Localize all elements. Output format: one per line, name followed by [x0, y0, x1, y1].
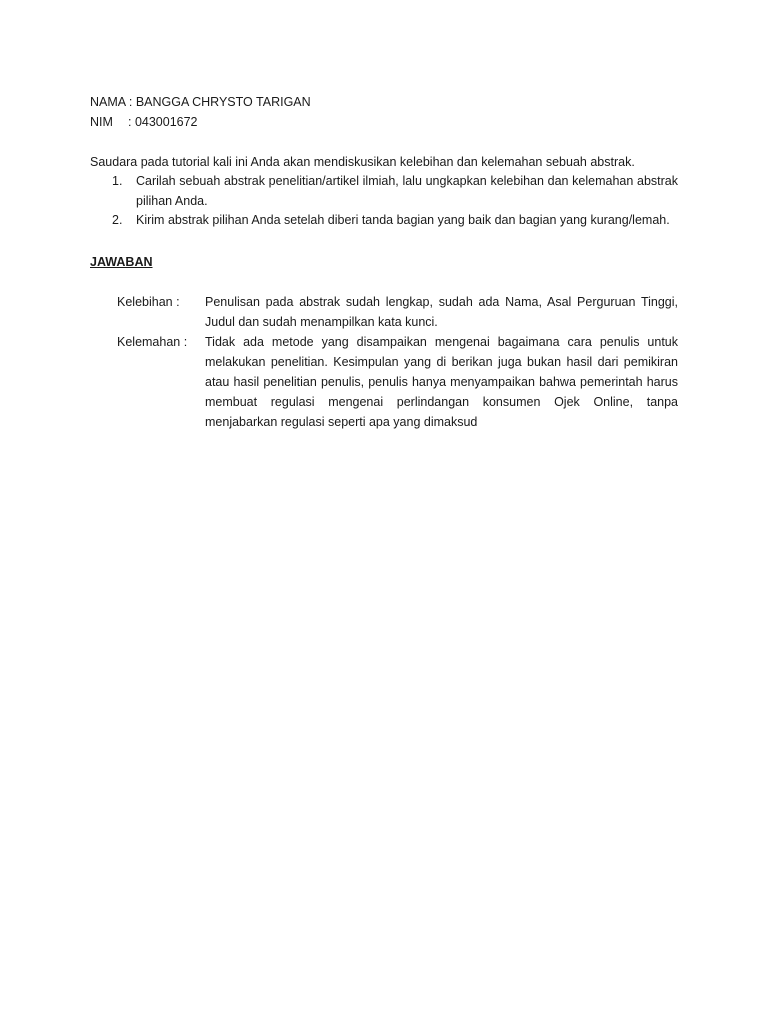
answer-block: [117, 292, 678, 432]
task-number: 1.: [112, 174, 123, 188]
task-list: [90, 172, 678, 231]
weaknesses-label: Kelemahan :: [117, 335, 188, 349]
strengths-label: Kelebihan :: [117, 295, 180, 309]
answer-row-strengths: [117, 292, 678, 332]
nim-value: : 043001672: [128, 115, 198, 129]
instructions-intro: Saudara pada tutorial kali ini Anda akan mendiskusikan kelebihan dan kelemahan sebuah abstrak.: [90, 155, 635, 169]
student-nim-line: [90, 112, 198, 132]
answer-row-weaknesses: [117, 332, 678, 432]
task-text: Kirim abstrak pilihan Anda setelah diberi tanda bagian yang baik dan bagian yang kurang/lemah.: [136, 213, 670, 227]
answer-heading: JAWABAN: [90, 255, 153, 269]
weaknesses-text: Tidak ada metode yang disampaikan mengenai bagaimana cara penulis untuk melakukan penelitian. Kesimpulan yang di berikan juga bukan hasil dari pemikiran atau hasil penelitian penulis, penulis hanya menyampaikan bahwa pemerintah harus membuat regulasi mengenai perlindangan konsumen Ojek Online, tanpa menjabarkan regulasi seperti apa yang dimaksud: [205, 335, 678, 429]
student-name: NAMA : BANGGA CHRYSTO TARIGAN: [90, 95, 311, 109]
strengths-text: Penulisan pada abstrak sudah lengkap, sudah ada Nama, Asal Perguruan Tinggi, Judul dan sudah menampilkan kata kunci.: [205, 295, 678, 329]
student-name-line: [90, 92, 311, 112]
task-item: [90, 211, 678, 231]
task-item: [90, 172, 678, 211]
nim-label: NIM: [90, 115, 113, 129]
task-number: 2.: [112, 213, 123, 227]
assignment-instructions: [90, 152, 678, 231]
task-text: Carilah sebuah abstrak penelitian/artikel ilmiah, lalu ungkapkan kelebihan dan kelemahan abstrak pilihan Anda.: [136, 174, 678, 208]
